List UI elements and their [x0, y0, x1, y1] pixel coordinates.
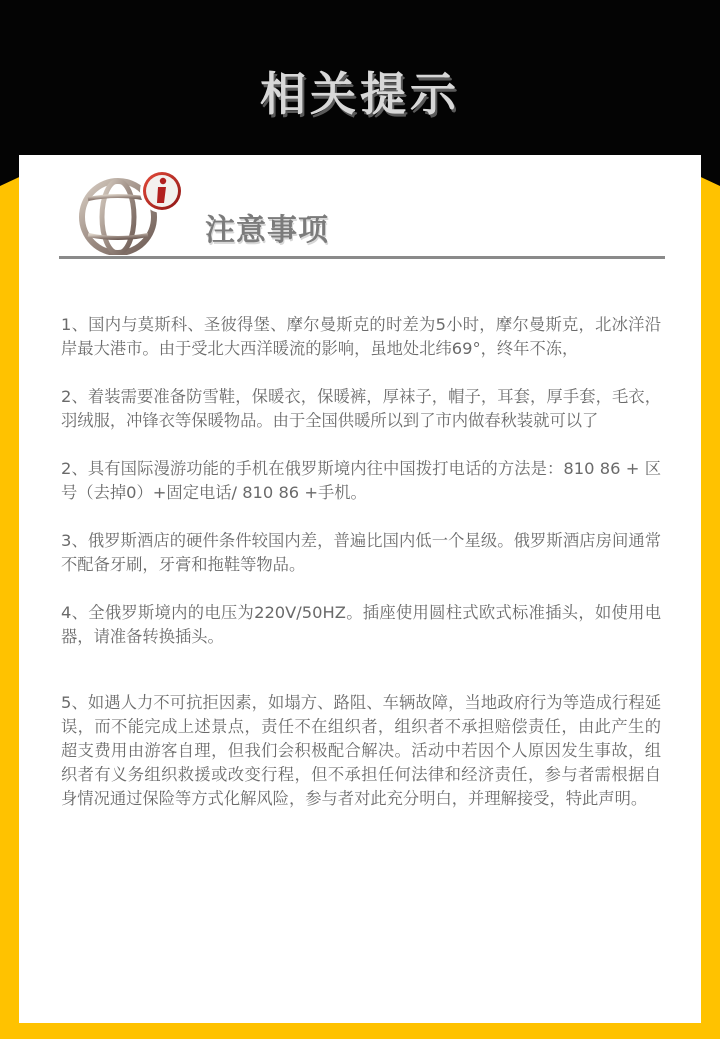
list-item: 2、具有国际漫游功能的手机在俄罗斯境内往中国拨打电话的方法是：810 86 + 区号（去掉0）+固定电话/ 810 86 +手机。	[61, 459, 661, 502]
globe-info-icon	[74, 165, 194, 255]
section-divider	[59, 256, 665, 259]
notes-list	[61, 313, 661, 811]
list-item: 4、全俄罗斯境内的电压为220V/50HZ。插座使用圆柱式欧式标准插头，如使用电器，请准备转换插头。	[61, 603, 661, 646]
section-title: 注意事项	[205, 213, 329, 248]
list-item: 3、俄罗斯酒店的硬件条件较国内差，普遍比国内低一个星级。俄罗斯酒店房间通常不配备牙刷，牙膏和拖鞋等物品。	[61, 531, 661, 574]
list-item: 5、如遇人力不可抗拒因素，如塌方、路阻、车辆故障，当地政府行为等造成行程延误，而不能完成上述景点，责任不在组织者，组织者不承担赔偿责任，由此产生的超支费用由游客自理，但我们会积极配合解决。活动中若因个人原因发生事故，组织者有义务组织救援或改变行程，但不承担任何法律和经济责任，参与者需根据自身情况通过保险等方式化解风险，参与者对此充分明白，并理解接受，特此声明。	[61, 693, 661, 808]
page-title: 相关提示	[260, 67, 460, 121]
notice-card	[19, 155, 701, 1023]
list-item: 2、着装需要准备防雪鞋，保暖衣，保暖裤，厚袜子，帽子，耳套，厚手套，毛衣，羽绒服，冲锋衣等保暖物品。由于全国供暖所以到了市内做春秋装就可以了	[61, 387, 661, 430]
list-item: 1、国内与莫斯科、圣彼得堡、摩尔曼斯克的时差为5小时，摩尔曼斯克，北冰洋沿岸最大港市。由于受北大西洋暖流的影响，虽地处北纬69°，终年不冻，	[61, 315, 661, 358]
